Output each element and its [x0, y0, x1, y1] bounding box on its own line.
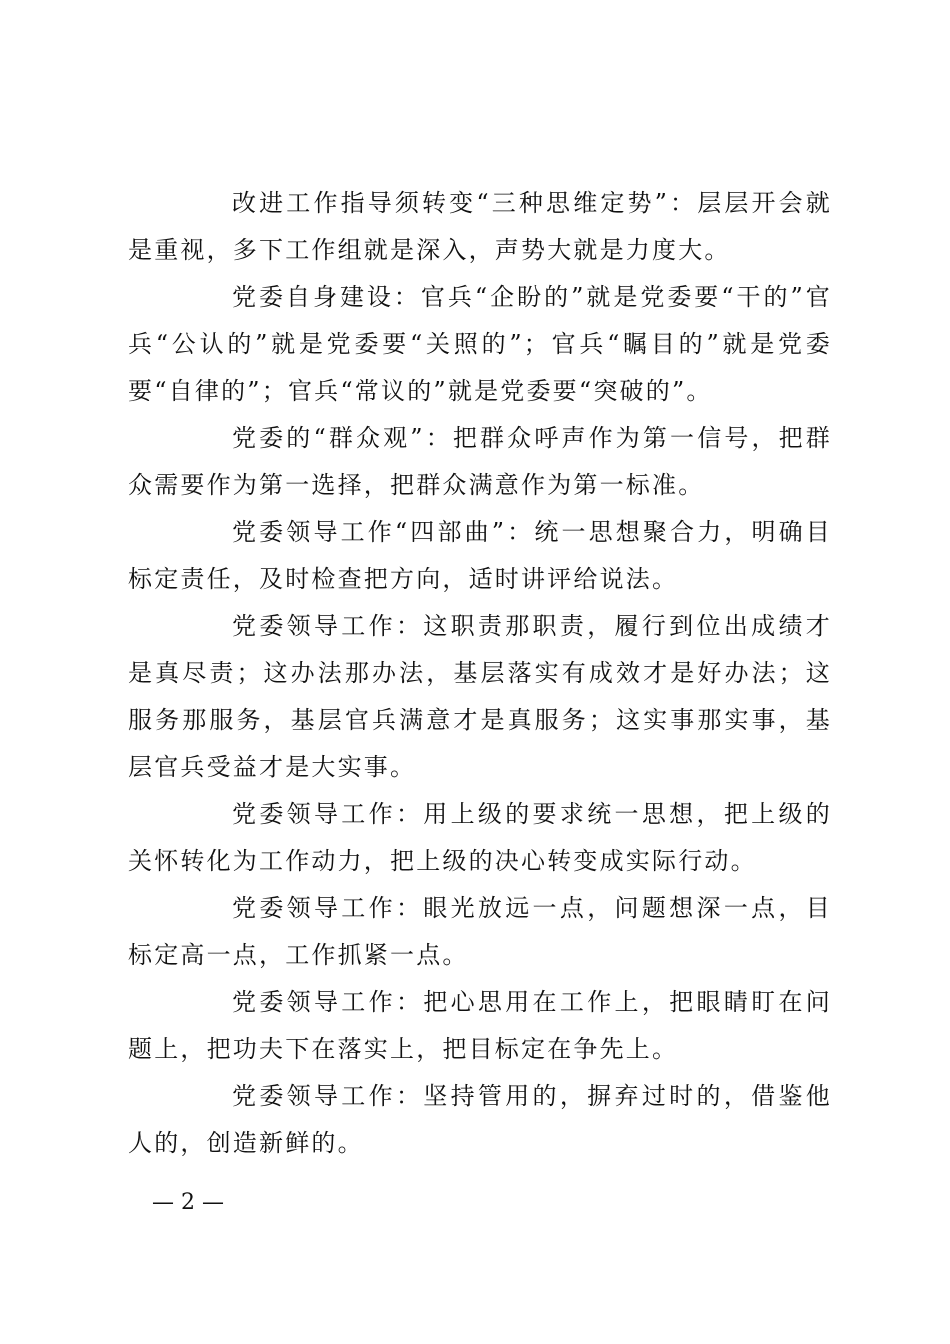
- paragraph: 党委自身建设：官兵“企盼的”就是党委要“干的”官兵“公认的”就是党委要“关照的”；官兵“瞩目的”就是党委要“自律的”；官兵“常议的”就是党委要“突破的”。: [128, 283, 832, 405]
- page-number: — 2 —: [152, 1190, 224, 1215]
- paragraph: 党委领导工作：把心思用在工作上，把眼睛盯在问题上，把功夫下在落实上，把目标定在争先上。: [128, 988, 832, 1063]
- paragraph: 党委领导工作“四部曲”：统一思想聚合力，明确目标定责任，及时检查把方向，适时讲评给说法。: [128, 518, 832, 593]
- paragraph: 党委领导工作：用上级的要求统一思想，把上级的关怀转化为工作动力，把上级的决心转变成实际行动。: [128, 800, 832, 875]
- paragraph: 党委领导工作：眼光放远一点，问题想深一点，目标定高一点，工作抓紧一点。: [128, 894, 832, 969]
- document-body: [128, 180, 832, 1167]
- paragraph: 改进工作指导须转变“三种思维定势”：层层开会就是重视，多下工作组就是深入，声势大就是力度大。: [128, 189, 832, 264]
- paragraph: 党委领导工作：坚持管用的，摒弃过时的，借鉴他人的，创造新鲜的。: [128, 1082, 832, 1157]
- paragraph: 党委领导工作：这职责那职责，履行到位出成绩才是真尽责；这办法那办法，基层落实有成效才是好办法；这服务那服务，基层官兵满意才是真服务；这实事那实事，基层官兵受益才是大实事。: [128, 612, 832, 781]
- paragraph: 党委的“群众观”：把群众呼声作为第一信号，把群众需要作为第一选择，把群众满意作为第一标准。: [128, 424, 832, 499]
